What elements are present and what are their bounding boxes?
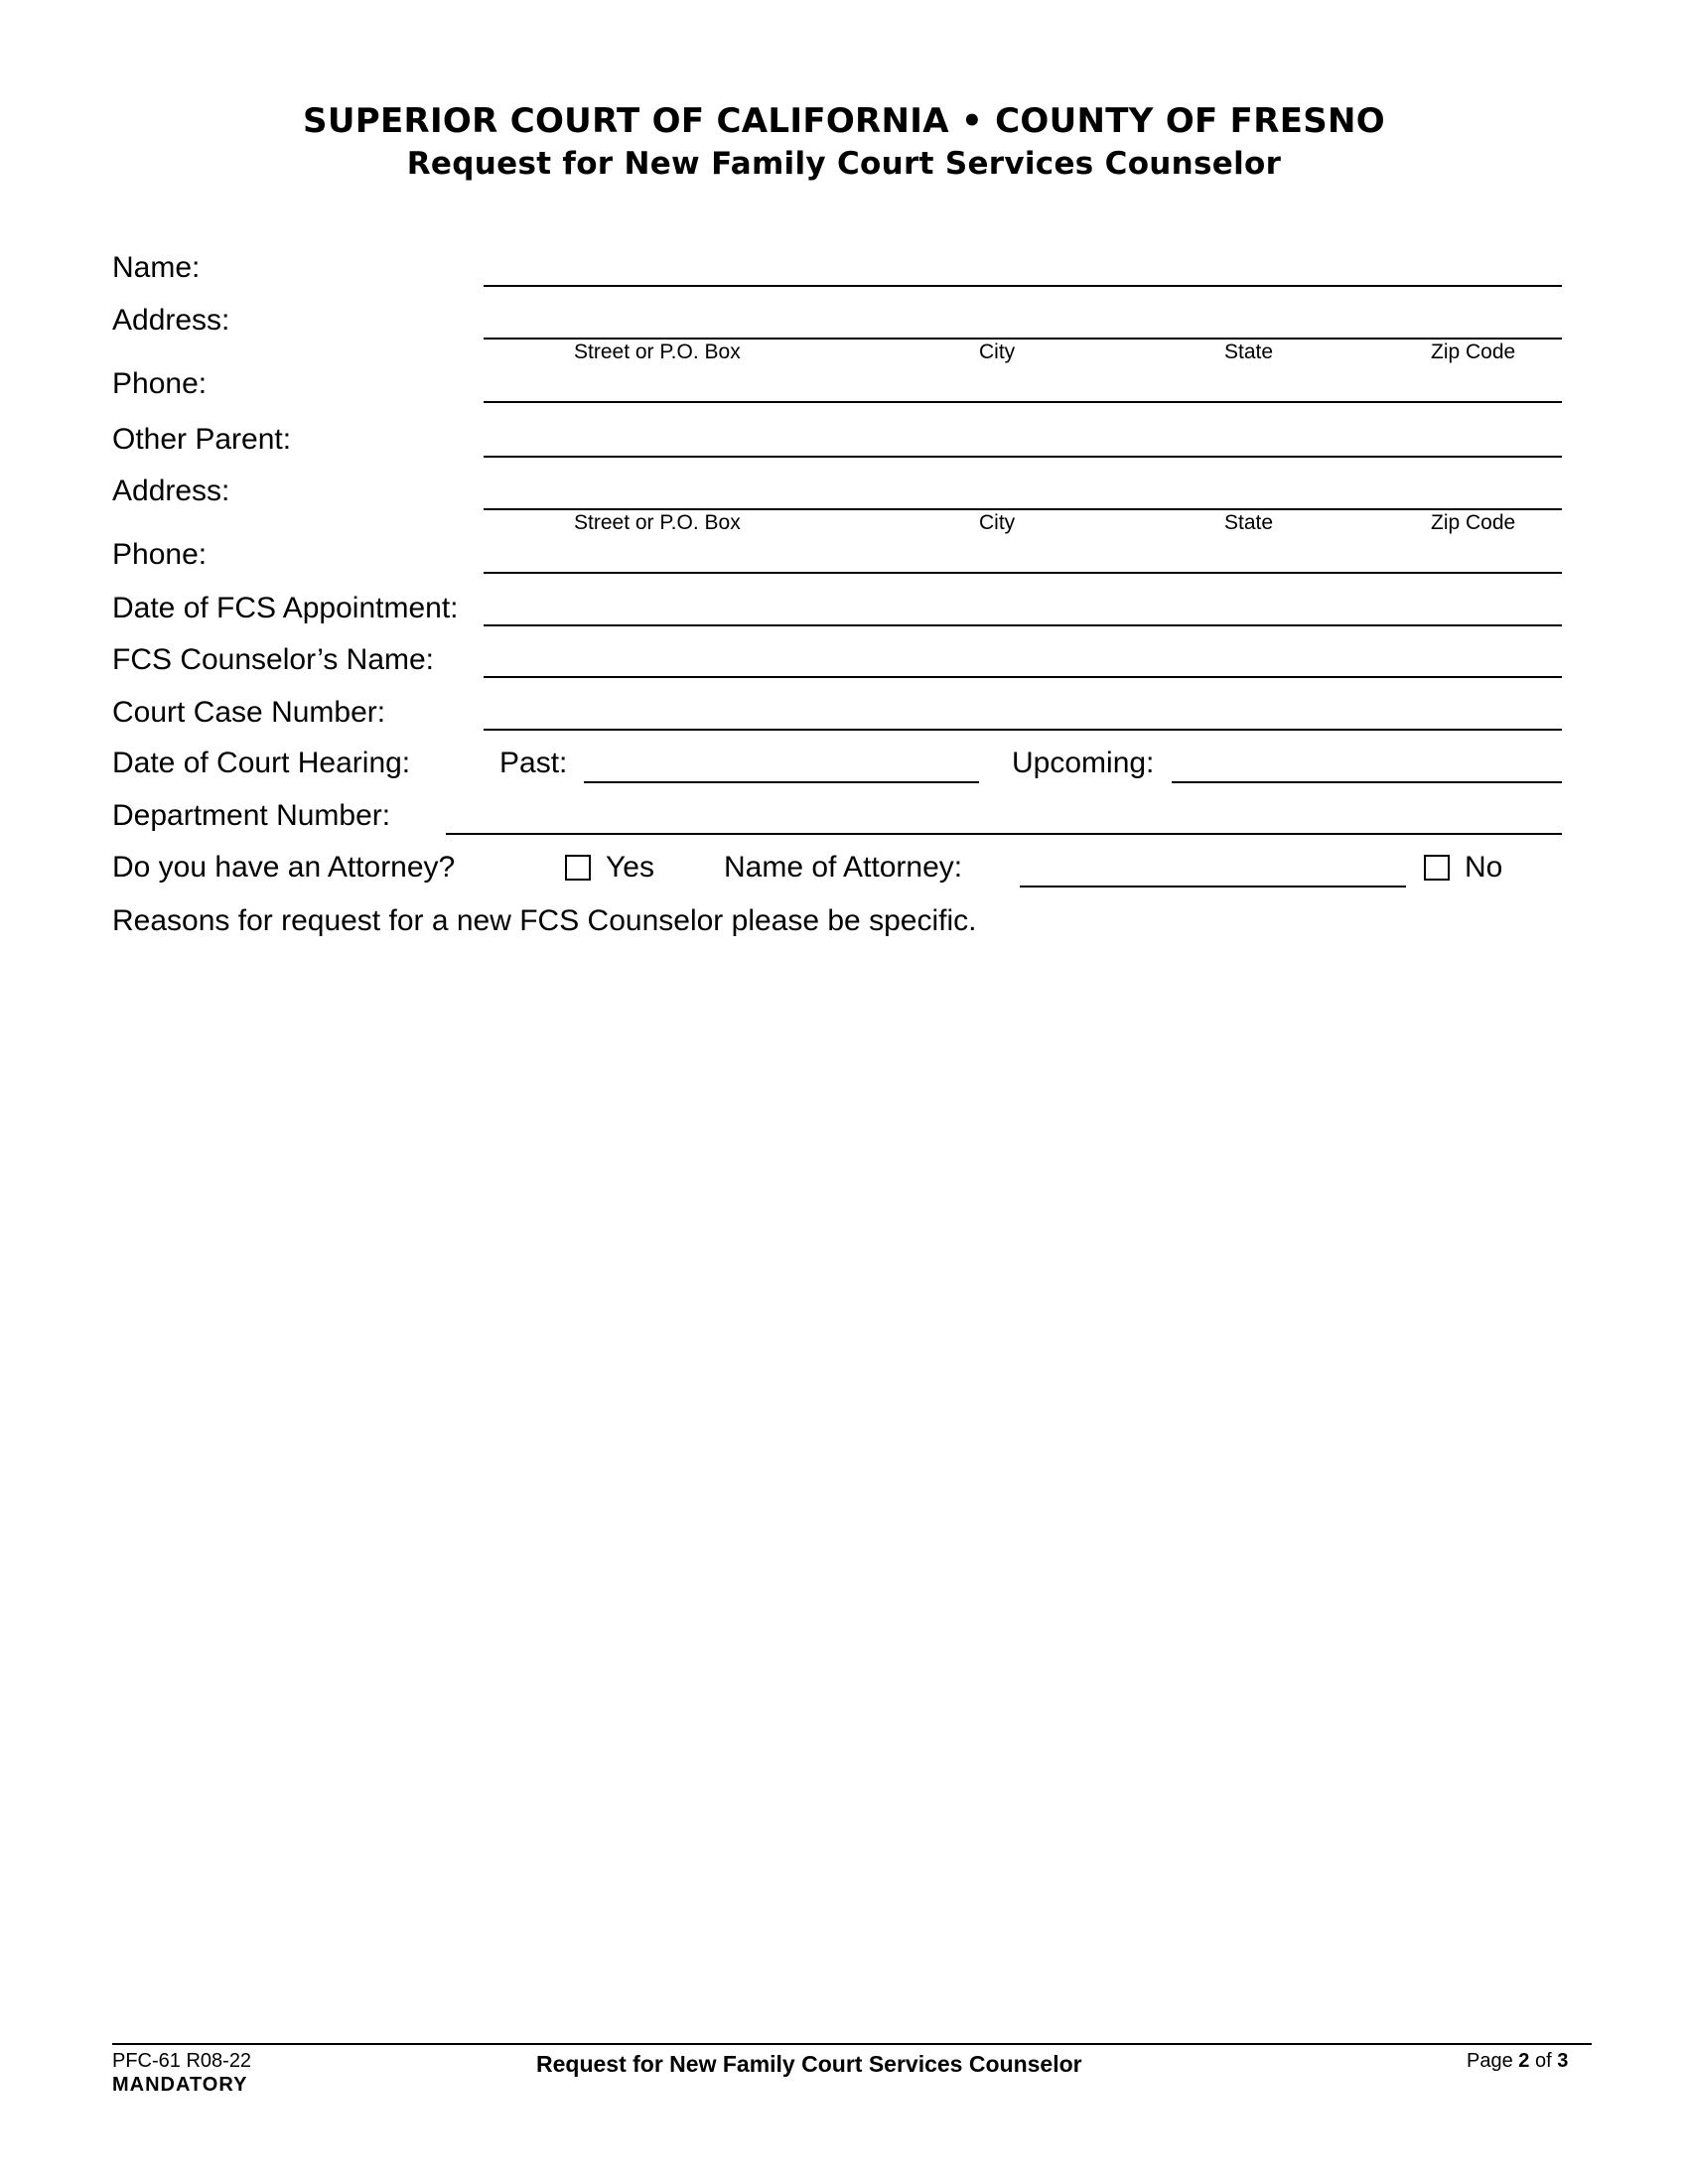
address-field[interactable] — [484, 338, 1562, 340]
no-checkbox[interactable] — [1424, 855, 1450, 881]
upcoming-hearing-field[interactable] — [1172, 781, 1562, 783]
zip-sublabel-2: Zip Code — [1431, 511, 1516, 534]
other-phone-label: Phone: — [112, 538, 208, 571]
page-number: 2 — [1518, 2050, 1530, 2072]
attorney-name-field[interactable] — [1020, 886, 1406, 887]
case-number-field[interactable] — [484, 729, 1562, 731]
department-field[interactable] — [446, 833, 1562, 835]
name-field[interactable] — [484, 285, 1562, 287]
other-parent-field[interactable] — [484, 456, 1562, 458]
past-label: Past: — [499, 747, 568, 779]
upcoming-label: Upcoming: — [1012, 747, 1155, 779]
fcs-appointment-field[interactable] — [484, 624, 1562, 626]
reasons-text-area[interactable] — [112, 948, 1562, 2000]
fcs-appointment-label: Date of FCS Appointment: — [112, 592, 459, 624]
attorney-question: Do you have an Attorney? — [112, 851, 456, 884]
other-address-field[interactable] — [484, 508, 1562, 510]
past-hearing-field[interactable] — [584, 781, 979, 783]
yes-label: Yes — [606, 851, 654, 884]
no-label: No — [1465, 851, 1503, 884]
footer-divider — [112, 2043, 1592, 2045]
footer-title: Request for New Family Court Services Counselor — [536, 2051, 1082, 2077]
page-prefix: Page — [1467, 2050, 1519, 2072]
other-address-label: Address: — [112, 475, 230, 507]
fcs-counselor-label: FCS Counselor’s Name: — [112, 643, 435, 676]
phone-label: Phone: — [112, 367, 208, 400]
department-label: Department Number: — [112, 799, 391, 832]
city-sublabel-2: City — [979, 511, 1016, 534]
state-sublabel: State — [1224, 341, 1274, 363]
form-title: Request for New Family Court Services Counselor — [406, 146, 1282, 182]
fcs-counselor-field[interactable] — [484, 676, 1562, 678]
case-number-label: Court Case Number: — [112, 696, 386, 729]
page-total: 3 — [1557, 2050, 1569, 2072]
page-mid: of — [1529, 2050, 1558, 2072]
attorney-name-label: Name of Attorney: — [724, 851, 963, 884]
court-heading: SUPERIOR COURT OF CALIFORNIA • COUNTY OF FRESNO — [303, 101, 1385, 141]
page-indicator — [1467, 2050, 1568, 2072]
other-parent-label: Other Parent: — [112, 423, 292, 456]
city-sublabel: City — [979, 341, 1016, 363]
phone-field[interactable] — [484, 401, 1562, 403]
state-sublabel-2: State — [1224, 511, 1274, 534]
other-phone-field[interactable] — [484, 572, 1562, 574]
mandatory-label: MANDATORY — [112, 2074, 248, 2096]
yes-checkbox[interactable] — [565, 855, 591, 881]
name-label: Name: — [112, 251, 201, 284]
street-sublabel: Street or P.O. Box — [574, 341, 741, 363]
form-code: PFC-61 R08-22 — [112, 2050, 252, 2072]
street-sublabel-2: Street or P.O. Box — [574, 511, 741, 534]
zip-sublabel: Zip Code — [1431, 341, 1516, 363]
address-label: Address: — [112, 304, 230, 337]
court-hearing-label: Date of Court Hearing: — [112, 747, 411, 779]
reasons-label: Reasons for request for a new FCS Counselor please be specific. — [112, 904, 977, 937]
